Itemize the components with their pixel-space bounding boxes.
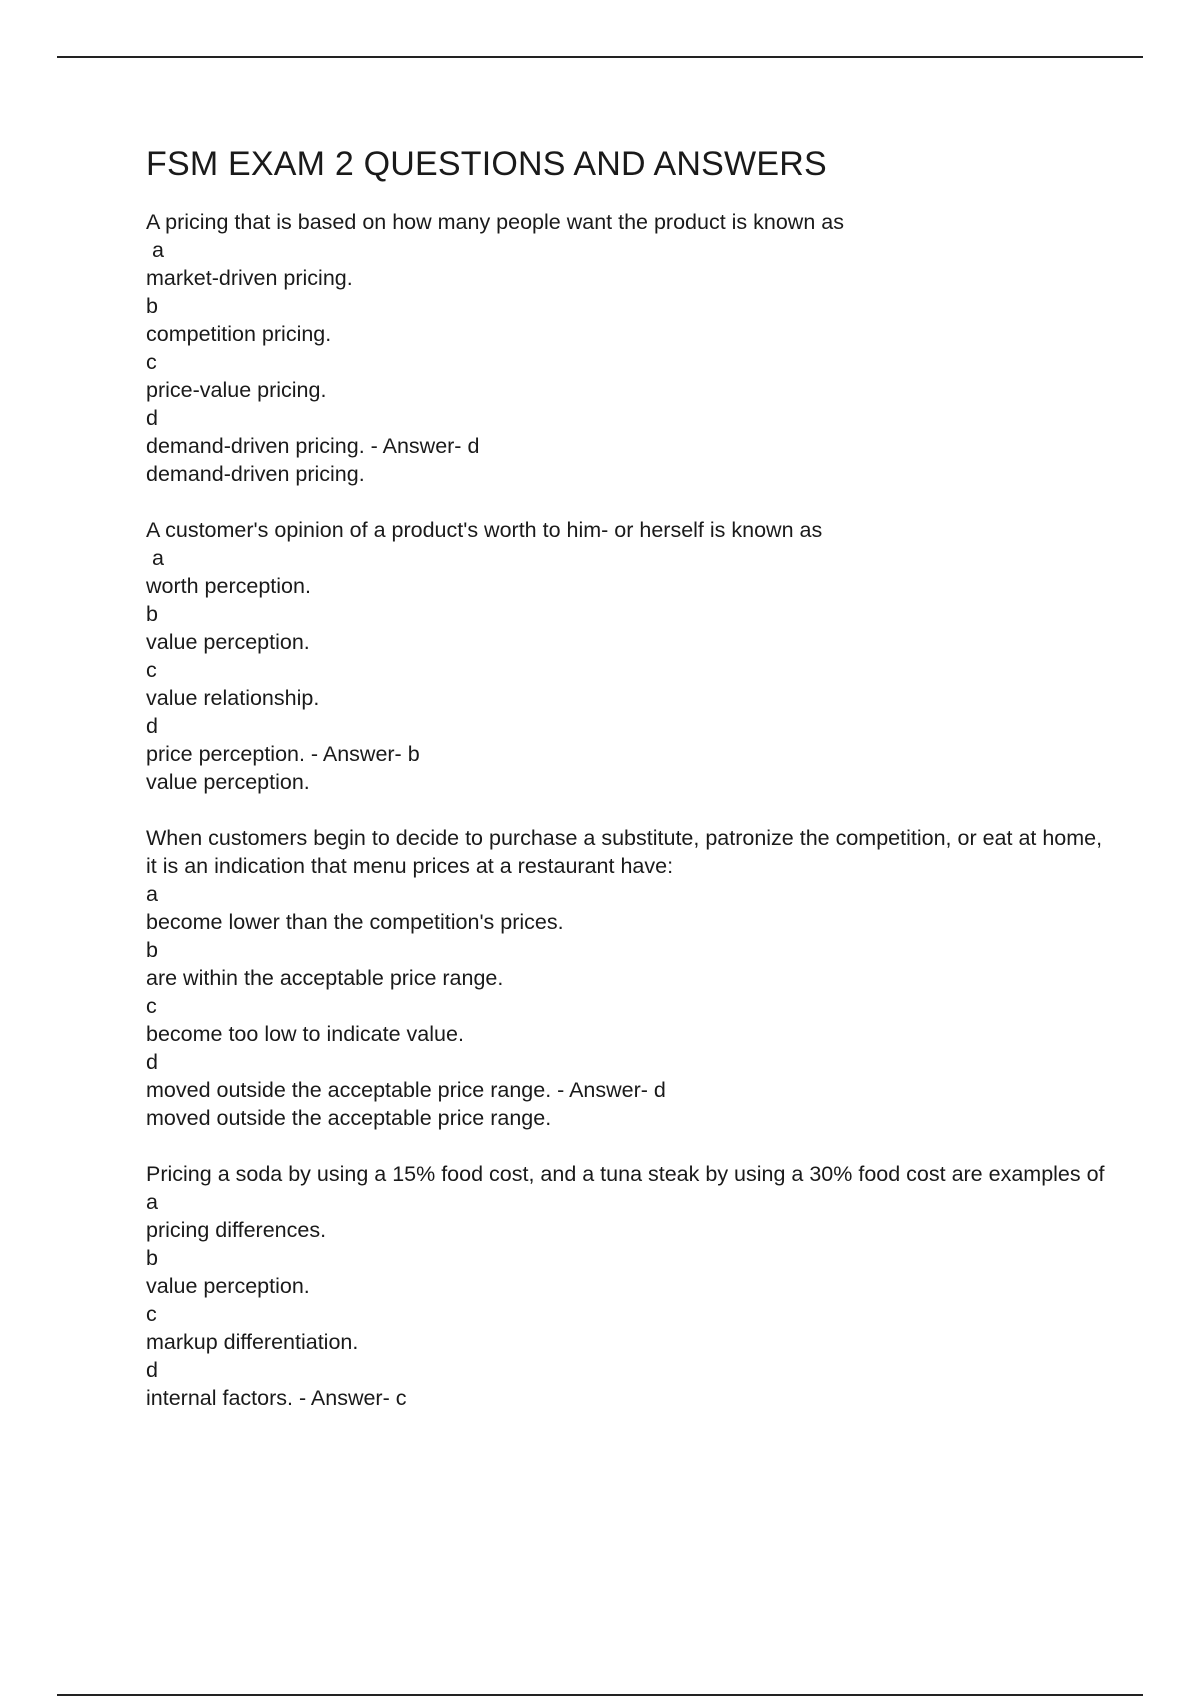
option-text: become lower than the competition's prices. [146, 910, 564, 934]
question-prompt: A customer's opinion of a product's worth to him- or herself is known as [146, 518, 823, 542]
option-text: market-driven pricing. [146, 266, 353, 290]
option-text: become too low to indicate value. [146, 1022, 464, 1046]
option-text: value perception. [146, 1274, 310, 1298]
option-letter: c [146, 658, 157, 682]
option-letter: b [146, 602, 158, 626]
answer-text: value perception. [146, 770, 310, 794]
option-text: markup differentiation. [146, 1330, 359, 1354]
option-text: competition pricing. [146, 322, 332, 346]
option-letter: a [152, 238, 164, 262]
option-text-with-answer: demand-driven pricing. - Answer- d [146, 434, 480, 458]
answer-text: moved outside the acceptable price range. [146, 1106, 552, 1130]
option-text: value perception. [146, 630, 310, 654]
header-rule [57, 56, 1143, 58]
footer-rule [57, 1694, 1143, 1696]
option-letter: a [146, 882, 158, 906]
option-letter: b [146, 294, 158, 318]
option-text-with-answer: price perception. - Answer- b [146, 742, 420, 766]
document-title: FSM EXAM 2 QUESTIONS AND ANSWERS [146, 145, 827, 183]
question-4 [146, 1160, 1106, 1412]
question-prompt: A pricing that is based on how many people want the product is known as [146, 210, 844, 234]
option-letter: d [146, 714, 158, 738]
question-3 [146, 824, 1106, 1132]
option-text: worth perception. [146, 574, 311, 598]
option-letter: c [146, 350, 157, 374]
option-text-with-answer: internal factors. - Answer- c [146, 1386, 407, 1410]
option-letter: a [146, 1190, 158, 1214]
question-2 [146, 516, 1106, 796]
option-letter: d [146, 1358, 158, 1382]
option-letter: b [146, 938, 158, 962]
document-body [146, 144, 1106, 1440]
option-text: price-value pricing. [146, 378, 327, 402]
question-prompt: Pricing a soda by using a 15% food cost, and a tuna steak by using a 30% food cost are examples of [146, 1162, 1105, 1186]
option-letter: a [152, 546, 164, 570]
option-text: pricing differences. [146, 1218, 327, 1242]
option-letter: c [146, 1302, 157, 1326]
option-letter: d [146, 1050, 158, 1074]
answer-text: demand-driven pricing. [146, 462, 365, 486]
option-letter: c [146, 994, 157, 1018]
option-text: value relationship. [146, 686, 320, 710]
question-1 [146, 208, 1106, 488]
option-text: are within the acceptable price range. [146, 966, 504, 990]
question-prompt: When customers begin to decide to purchase a substitute, patronize the competition, or eat at home, it is an indication that menu prices at a restaurant have: [146, 826, 1103, 878]
option-letter: d [146, 406, 158, 430]
option-letter: b [146, 1246, 158, 1270]
option-text-with-answer: moved outside the acceptable price range. - Answer- d [146, 1078, 666, 1102]
